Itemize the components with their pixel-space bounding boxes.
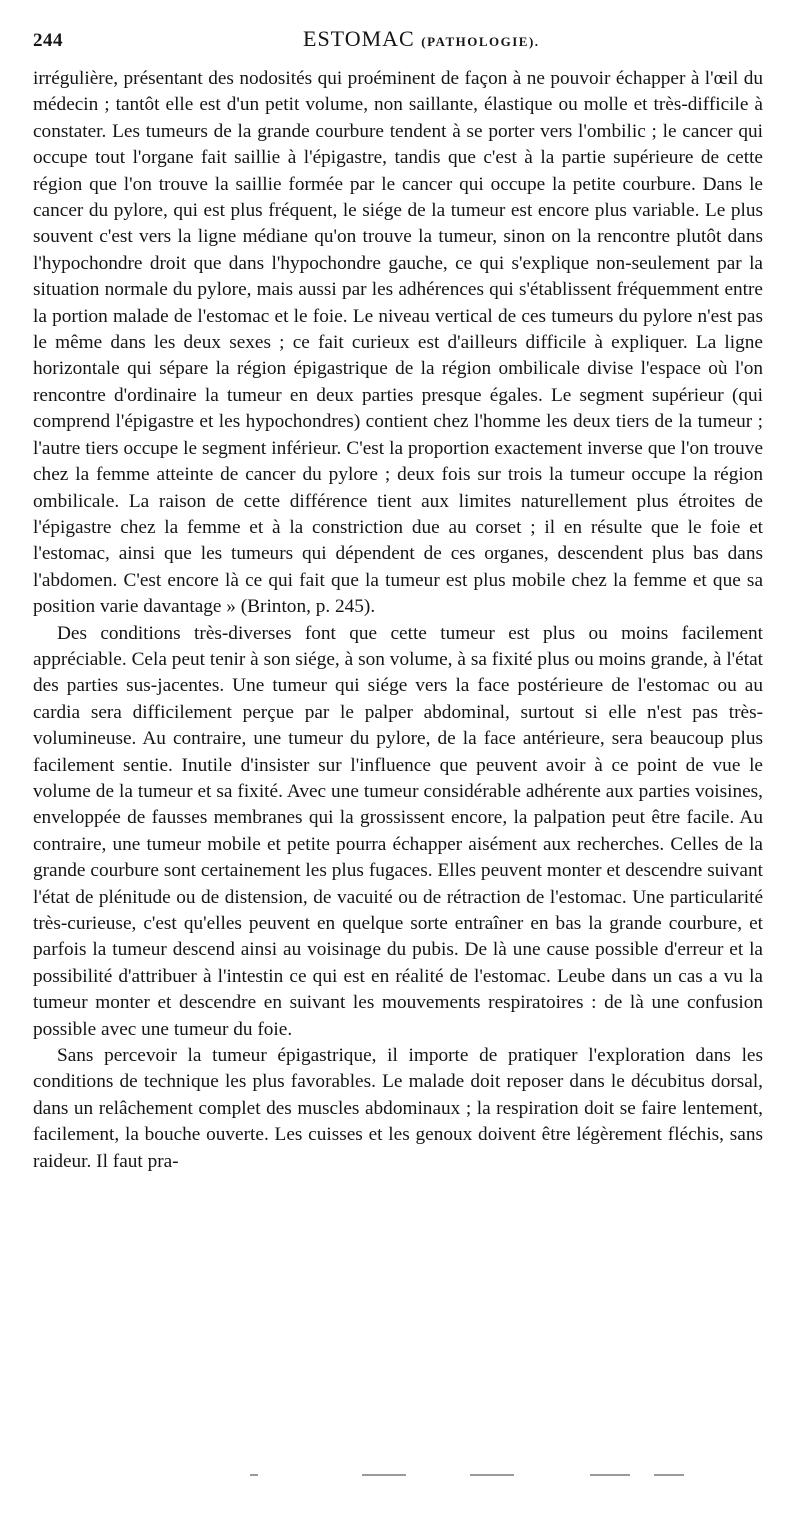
running-title-main: ESTOMAC xyxy=(303,26,415,51)
print-marks-divider xyxy=(250,1474,690,1480)
page-number: 244 xyxy=(33,30,63,51)
running-title-section: (PATHOLOGIE). xyxy=(421,34,540,49)
running-head xyxy=(33,26,763,60)
body-text xyxy=(33,66,763,1175)
paragraph-3: Sans percevoir la tumeur épigastrique, il importe de pratiquer l'exploration dans les conditions de technique les plus favorables. Le malade doit reposer dans le décubitus dorsal, dans un relâchement complet des muscles abdominaux ; la respiration doit se faire lentement, facilement, la bouche ouverte. Les cuisses et les genoux doivent être légèrement fléchis, sans raideur. Il faut pra- xyxy=(33,1045,763,1172)
running-title xyxy=(303,26,540,52)
paragraph-1: irrégulière, présentant des nodosités qui proéminent de façon à ne pouvoir échapper à l'œil du médecin ; tantôt elle est d'un petit volume, non saillante, élastique ou molle et très-difficile à constater. Les tumeurs de la grande courbure tendent à se porter vers l'ombilic ; le cancer qui occupe tout l'organe fait saillie à l'épigastre, tandis que c'est à la partie supérieure de cette région que l'on trouve la saillie formée par le cancer qui occupe la petite courbure. Dans le cancer du pylore, qui est plus fréquent, le siége de la tumeur est encore plus variable. Le plus souvent c'est vers la ligne médiane qu'on trouve la tumeur, sinon on la rencontre plutôt dans l'hypochondre droit que dans l'hypochondre gauche, ce qui s'explique non-seulement par la situation normale du pylore, mais aussi par les adhérences qui s'établissent fréquemment entre la portion malade de l'estomac et le foie. Le niveau vertical de ces tumeurs du pylore n'est pas le même dans les deux sexes ; ce fait curieux est d'ailleurs difficile à expliquer. La ligne horizontale qui sépare la région épigastrique de la région ombilicale divise l'espace où l'on rencontre d'ordinaire la tumeur en deux parties presque égales. Le segment supérieur (qui comprend l'épigastre et les hypochondres) contient chez l'homme les deux tiers de la tumeur ; l'autre tiers occupe le segment inférieur. C'est la proportion exactement inverse que l'on trouve chez la femme atteinte de cancer du pylore ; deux fois sur trois la tumeur occupe la région ombilicale. La raison de cette différence tient aux limites naturellement plus étroites de l'épigastre chez la femme et à la constriction due au corset ; il en résulte que le foie et l'estomac, ainsi que les tumeurs qui dépendent de ces organes, descendent plus bas dans l'abdomen. C'est encore là ce qui fait que la tumeur est plus mobile chez la femme et que sa position varie davantage » (Brinton, p. 245). xyxy=(33,68,763,618)
paragraph-2: Des conditions très-diverses font que cette tumeur est plus ou moins facilement appréciable. Cela peut tenir à son siége, à son volume, à sa fixité plus ou moins grande, à l'état des parties sus-jacentes. Une tumeur qui siége vers la face postérieure de l'estomac ou au cardia sera difficilement perçue par le palper abdominal, surtout si elle n'est pas très-volumineuse. Au contraire, une tumeur du pylore, de la face antérieure, sera beaucoup plus facilement sentie. Inutile d'insister sur l'influence que peuvent avoir à ce point de vue le volume de la tumeur et sa fixité. Avec une tumeur considérable adhérente aux parties voisines, enveloppée de fausses membranes qui la grossissent encore, la palpation peut être facile. Au contraire, une tumeur mobile et petite pourra échapper aisément aux recherches. Celles de la grande courbure sont certainement les plus fugaces. Elles peuvent monter et descendre suivant l'état de plénitude ou de distension, de vacuité ou de rétraction de l'estomac. Une particularité très-curieuse, c'est qu'elles peuvent en quelque sorte entraîner en bas la grande courbure, et parfois la tumeur descend ainsi au voisinage du pubis. De là une cause possible d'erreur et la possibilité d'attribuer à l'intestin ce qui est en réalité de l'estomac. Leube dans un cas a vu la tumeur monter et descendre en suivant les mouvements respiratoires : de là une confusion possible avec une tumeur du foie. xyxy=(33,622,763,1040)
